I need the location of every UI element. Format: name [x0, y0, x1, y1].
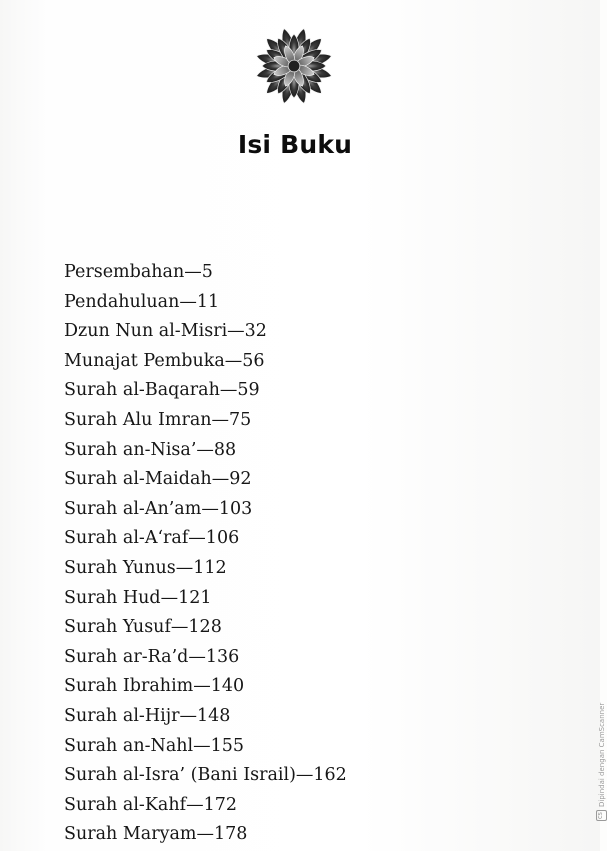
- scanner-watermark-text: Dipindai dengan CamScanner: [597, 702, 606, 807]
- toc-entry: Surah Yusuf—128: [64, 617, 222, 638]
- toc-entry: Surah Maryam—178: [64, 824, 248, 845]
- page-title: Isi Buku: [237, 130, 353, 159]
- toc-entry: Surah al-Kahf—172: [64, 794, 237, 815]
- toc-entry: Surah al-A‘raf—106: [64, 528, 240, 549]
- toc-entry: Surah al-An’am—103: [64, 498, 253, 519]
- toc-entry: Munajat Pembuka—56: [64, 350, 265, 371]
- toc-entry: Surah al-Baqarah—59: [64, 380, 260, 401]
- toc-entry: Surah al-Isra’ (Bani Israil)—162: [64, 765, 347, 786]
- toc-entry: Surah al-Hijr—148: [64, 705, 231, 726]
- toc-entry: Surah al-Maidah—92: [64, 469, 252, 490]
- table-of-contents: [64, 258, 347, 850]
- toc-entry: Dzun Nun al-Misri—32: [64, 321, 267, 342]
- lotus-flower-icon: [252, 24, 336, 108]
- toc-entry: Surah an-Nisa’—88: [64, 439, 237, 460]
- toc-entry: Surah an-Nahl—155: [64, 735, 245, 756]
- toc-entry: Surah ar-Ra’d—136: [64, 646, 240, 667]
- toc-entry: Surah Yunus—112: [64, 557, 227, 578]
- toc-entry: Surah Hud—121: [64, 587, 212, 608]
- toc-entry: Pendahuluan—11: [64, 291, 220, 312]
- scanner-watermark: [586, 671, 606, 821]
- toc-entry: Surah Ibrahim—140: [64, 676, 245, 697]
- toc-entry: Surah Alu Imran—75: [64, 409, 252, 430]
- toc-entry: Persembahan—5: [64, 262, 213, 282]
- camscanner-icon: CS: [596, 810, 607, 821]
